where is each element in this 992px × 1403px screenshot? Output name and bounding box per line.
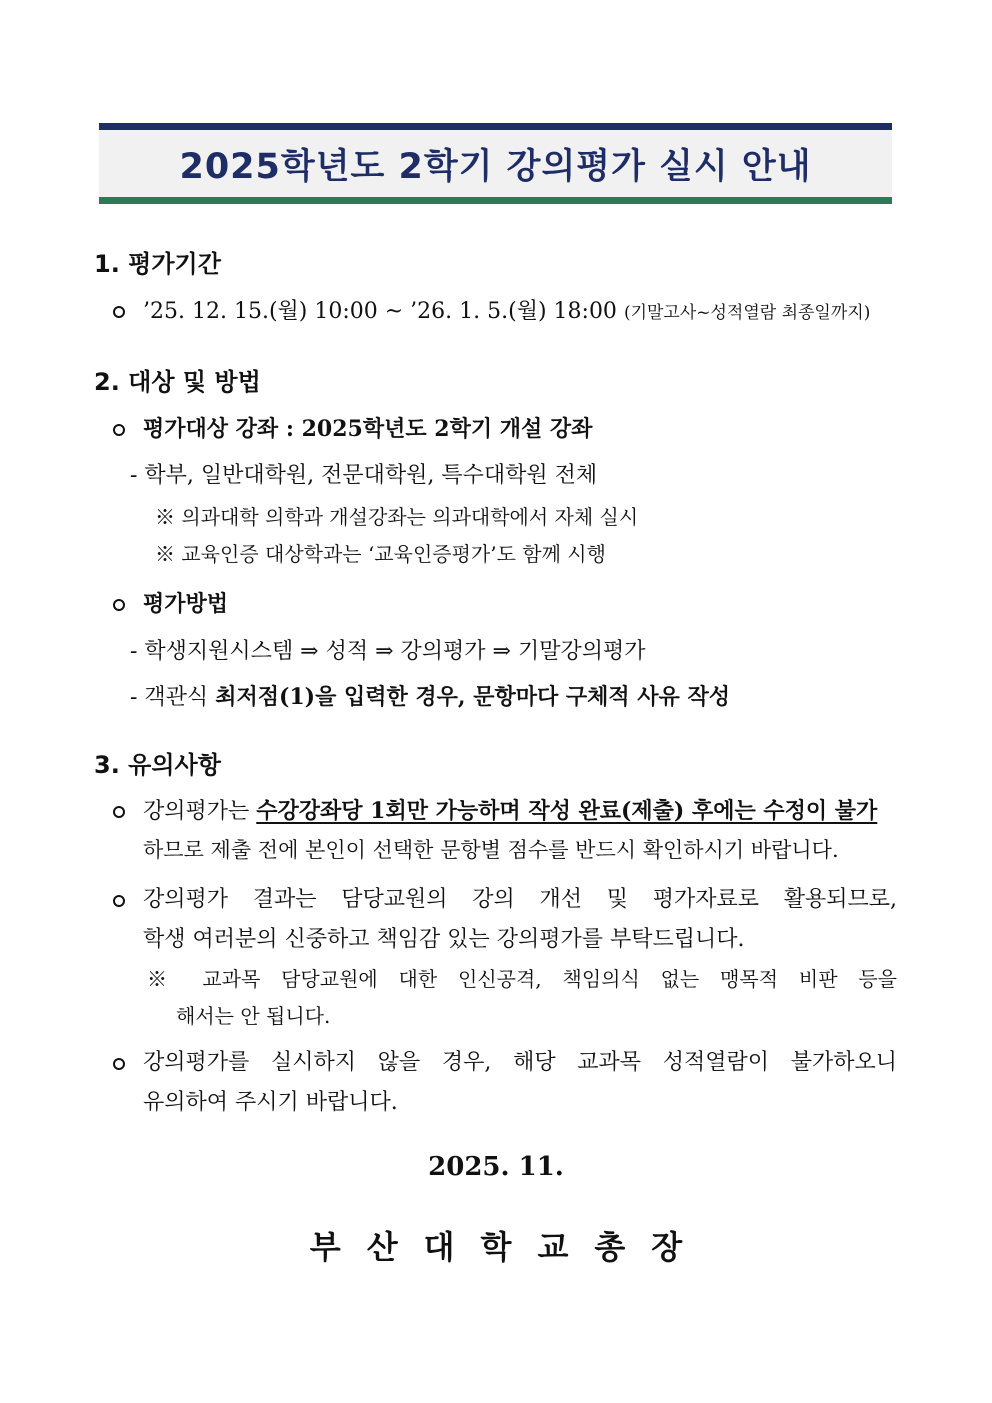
section1-heading: 1. 평가기간 <box>94 250 221 278</box>
document-date: 2025. 11. <box>428 1152 564 1182</box>
notice1-line1 <box>143 796 877 827</box>
title-banner <box>99 123 892 204</box>
period-dates: ’25. 12. 15.(월) 10:00 ~ ’26. 1. 5.(월) 18:00 <box>143 299 617 324</box>
evaluation-target: 평가대상 강좌 : 2025학년도 2학기 개설 강좌 <box>143 416 593 442</box>
notice1-emphasis: 수강강좌당 1회만 가능하며 작성 완료(제출) 후에는 수정이 불가 <box>256 798 878 824</box>
notice1-prefix: 강의평가는 <box>143 799 257 824</box>
circle-bullet-icon <box>113 306 125 318</box>
circle-bullet-icon <box>113 424 125 436</box>
method-path: - 학생지원시스템 ⇒ 성적 ⇒ 강의평가 ⇒ 기말강의평가 <box>130 639 646 664</box>
circle-bullet-icon <box>113 1058 125 1070</box>
page-title: 2025학년도 2학기 강의평가 실시 안내 <box>179 146 812 187</box>
section2-heading: 2. 대상 및 방법 <box>94 368 261 396</box>
note-medical: ※ 의과대학 의학과 개설강좌는 의과대학에서 자체 실시 <box>155 505 639 529</box>
notice1-line2: 하므로 제출 전에 본인이 선택한 문항별 점수를 반드시 확인하시기 바랍니다. <box>143 838 839 862</box>
method-rule-prefix: - 객관식 <box>130 685 216 710</box>
circle-bullet-icon <box>113 599 125 611</box>
circle-bullet-icon <box>113 806 125 818</box>
section3-heading: 3. 유의사항 <box>94 751 221 779</box>
notice2-note-line2: 해서는 안 됩니다. <box>176 1004 331 1028</box>
notice2-note-line1: ※ 교과목 담당교원에 대한 인신공격, 책임의식 없는 맹목적 비판 등을 <box>147 967 897 991</box>
evaluation-period <box>143 297 870 328</box>
target-scope: - 학부, 일반대학원, 전문대학원, 특수대학원 전체 <box>130 463 598 488</box>
notice3-line1: 강의평가를 실시하지 않을 경우, 해당 교과목 성적열람이 불가하오니 <box>143 1050 897 1075</box>
circle-bullet-icon <box>113 895 125 907</box>
notice2-line2: 학생 여러분의 신중하고 책임감 있는 강의평가를 부탁드립니다. <box>143 927 745 952</box>
evaluation-method-label: 평가방법 <box>143 591 229 617</box>
note-certification: ※ 교육인증 대상학과는 ‘교육인증평가’도 함께 시행 <box>155 542 606 566</box>
period-note: (기말고사~성적열람 최종일까지) <box>623 303 871 323</box>
method-rule-emphasis: 최저점(1)을 입력한 경우, 문항마다 구체적 사유 작성 <box>215 684 730 710</box>
method-rule <box>130 682 730 713</box>
signer: 부산대학교총장 <box>309 1228 709 1266</box>
notice3-line2: 유의하여 주시기 바랍니다. <box>143 1090 398 1115</box>
notice2-line1: 강의평가 결과는 담당교원의 강의 개선 및 평가자료로 활용되므로, <box>143 887 897 912</box>
